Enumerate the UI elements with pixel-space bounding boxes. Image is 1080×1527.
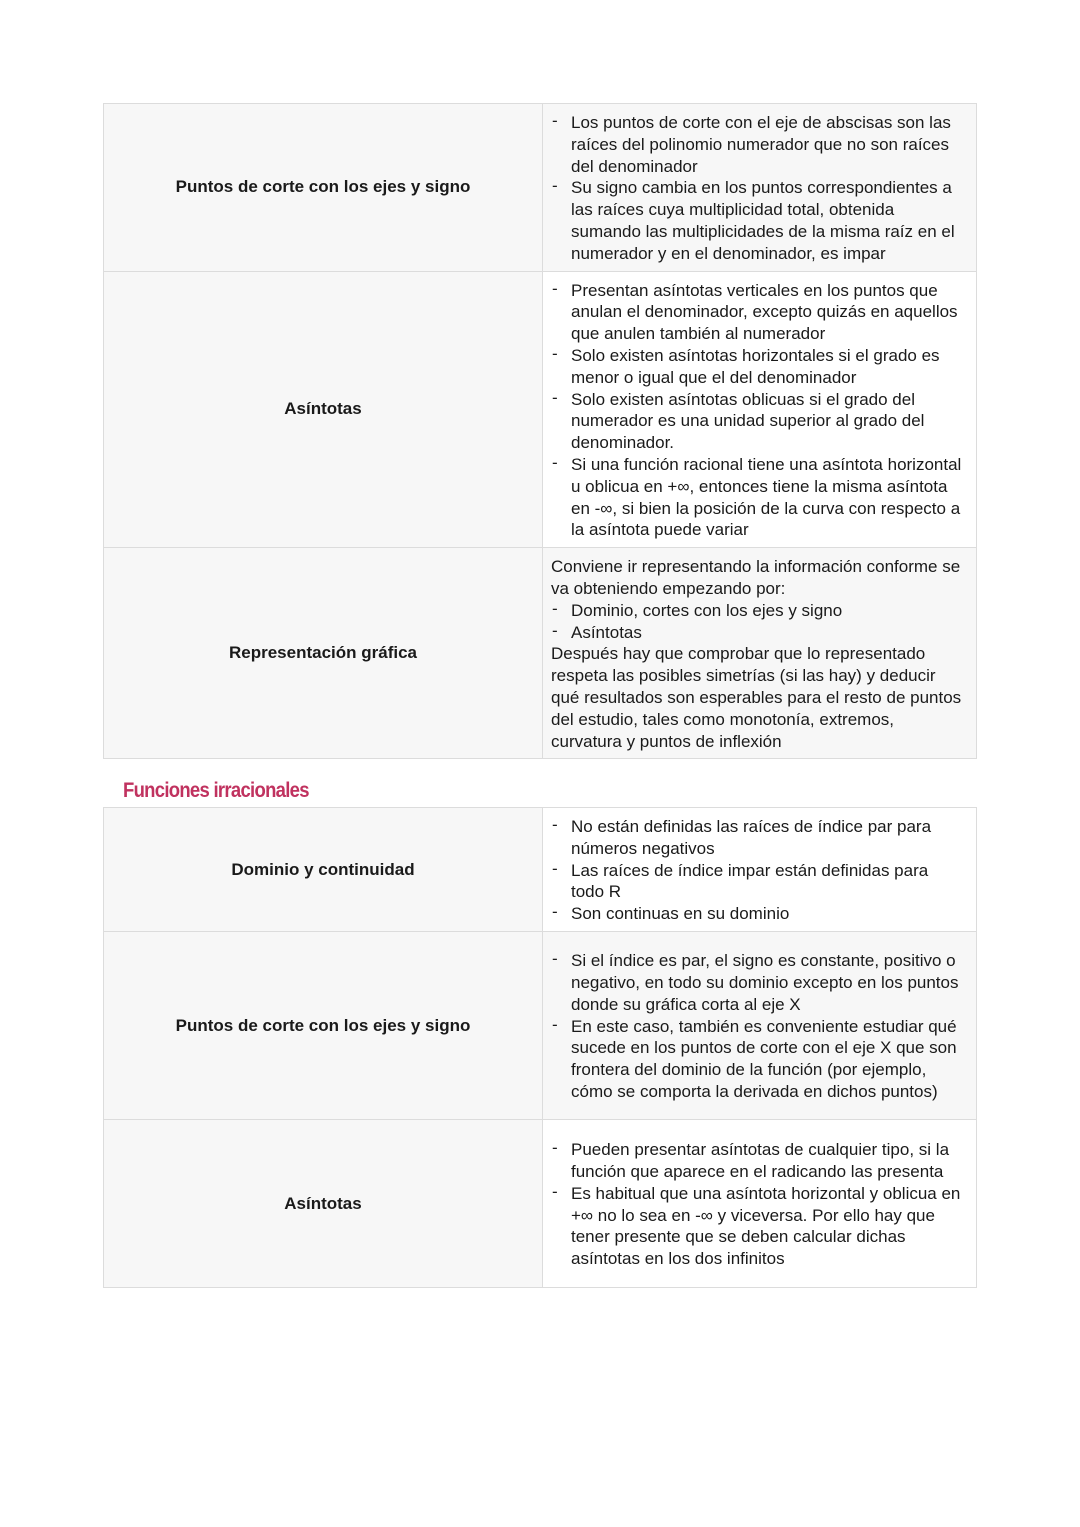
paragraph: Después hay que comprobar que lo representado respeta las posibles simetrías (si las hay) y deducir qué resultados son esperables para el resto de puntos del estudio, tales como monotonía, extremos, curvatura y puntos de inflexión	[551, 644, 962, 751]
bullet-list	[551, 112, 966, 265]
row-content	[543, 808, 977, 932]
paragraph: Conviene ir representando la información conforme se va obteniendo empezando por:	[551, 557, 961, 598]
bullet-list	[551, 600, 966, 644]
list-item: - Su signo cambia en los puntos correspondientes a las raíces cuya multiplicidad total, obtenida sumando las multiplicidades de la misma raíz en el numerador y en el denominador, es impar	[551, 177, 966, 264]
table-row	[104, 808, 977, 932]
rational-functions-table	[103, 103, 977, 759]
row-heading: Asíntotas	[104, 1120, 543, 1288]
list-item: - Las raíces de índice impar están definidas para todo R	[551, 860, 966, 904]
list-item: - Pueden presentar asíntotas de cualquier tipo, si la función que aparece en el radicando las presenta	[551, 1139, 966, 1183]
row-content	[543, 932, 977, 1120]
section-title: Funciones irracionales	[123, 779, 309, 802]
list-item: - Si una función racional tiene una asíntota horizontal u oblicua en +∞, entonces tiene la misma asíntota en -∞, si bien la posición de la curva con respecto a la asíntota puede variar	[551, 454, 966, 541]
row-content	[543, 271, 977, 548]
list-item: - En este caso, también es conveniente estudiar qué sucede en los puntos de corte con el eje X que son frontera del dominio de la función (por ejemplo, cómo se comporta la derivada en dichos puntos)	[551, 1016, 966, 1103]
list-item: - Solo existen asíntotas oblicuas si el grado del numerador es una unidad superior al grado del denominador.	[551, 389, 966, 454]
bullet-list	[551, 280, 966, 542]
row-heading: Dominio y continuidad	[104, 808, 543, 932]
table-row	[104, 271, 977, 548]
row-heading: Puntos de corte con los ejes y signo	[104, 104, 543, 272]
row-heading: Asíntotas	[104, 271, 543, 548]
list-item: - Presentan asíntotas verticales en los puntos que anulan el denominador, excepto quizás en aquellos que anulen también al numerador	[551, 280, 966, 345]
table-row	[104, 932, 977, 1120]
row-heading: Puntos de corte con los ejes y signo	[104, 932, 543, 1120]
list-item: - Es habitual que una asíntota horizontal y oblicua en +∞ no lo sea en -∞ y viceversa. Por ello hay que tener presente que se deben calcular dichas asíntotas en los dos infinitos	[551, 1183, 966, 1270]
row-content	[543, 548, 977, 759]
row-content	[543, 1120, 977, 1288]
list-item: - No están definidas las raíces de índice par para números negativos	[551, 816, 966, 860]
list-item: - Son continuas en su dominio	[551, 903, 966, 925]
list-item: - Los puntos de corte con el eje de abscisas son las raíces del polinomio numerador que no son raíces del denominador	[551, 112, 966, 177]
row-content	[543, 104, 977, 272]
table-row	[104, 1120, 977, 1288]
bullet-list	[551, 950, 966, 1103]
bullet-list	[551, 816, 966, 925]
bullet-list	[551, 1139, 966, 1270]
irrational-functions-table	[103, 807, 977, 1288]
list-item: - Solo existen asíntotas horizontales si el grado es menor o igual que el del denominador	[551, 345, 966, 389]
row-heading: Representación gráfica	[104, 548, 543, 759]
table-row	[104, 104, 977, 272]
list-item: - Dominio, cortes con los ejes y signo	[551, 600, 966, 622]
table-row	[104, 548, 977, 759]
list-item: - Si el índice es par, el signo es constante, positivo o negativo, en todo su dominio excepto en los puntos donde su gráfica corta al eje X	[551, 950, 966, 1015]
list-item: - Asíntotas	[551, 622, 966, 644]
